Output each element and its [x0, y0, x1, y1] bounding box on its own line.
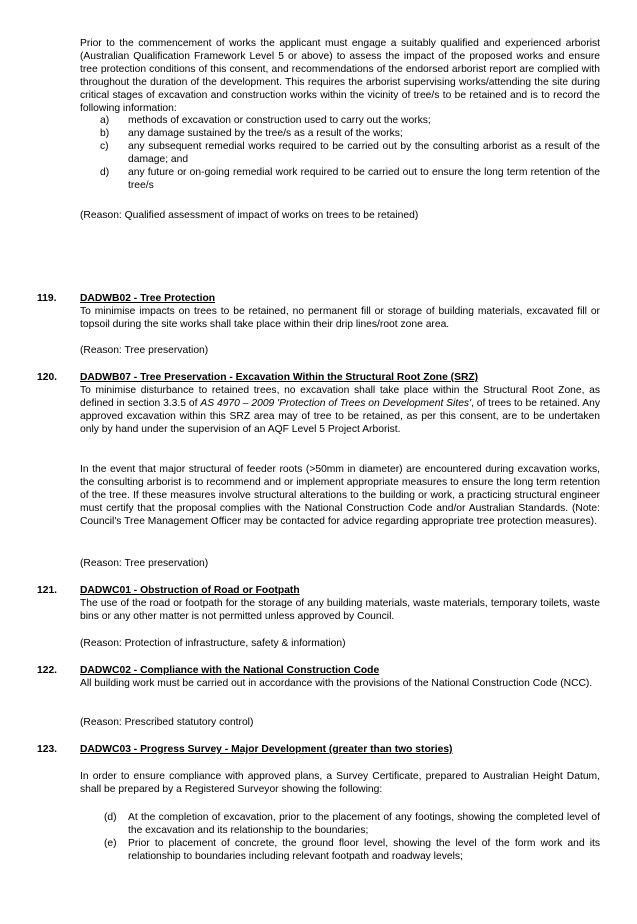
condition-reason: (Reason: Protection of infrastructure, safety & information) — [80, 638, 346, 649]
list-item: b) any damage sustained by the tree/s as a result of the works; — [100, 127, 403, 139]
list-item: a) methods of excavation or construction used to carry out the works; — [100, 115, 431, 126]
condition-body-2: In the event that major structural of feeder roots (>50mm in diameter) are encountered during excavation works, the consulting arborist is to recommend and or implement appropriate measures to ensure the long term retention of the tree. If these measures involve structural alterations to the building or work, a practicing structural engineer must certify that the proposal complies with the National Construction Code and/or Australian Standards. (Note: Council's Tree Management Officer may be contacted for advice regarding appropriate tree protection measures). — [80, 464, 600, 527]
list-item: (d) At the completion of excavation, prior to the placement of any footings, showing the completed level of the excavation and its relationship to the boundaries; — [104, 812, 600, 836]
intro-reason: (Reason: Qualified assessment of impact of works on trees to be retained) — [80, 210, 419, 221]
condition-body: To minimise impacts on trees to be retained, no permanent fill or storage of building materials, excavated fill or topsoil during the site works shall take place within their drip lines/root zone area. — [80, 306, 600, 330]
condition-heading: DADWB07 - Tree Preservation - Excavation Within the Structural Root Zone (SRZ) — [80, 372, 479, 383]
condition-heading: DADWB02 - Tree Protection — [80, 293, 216, 304]
condition-heading: DADWC03 - Progress Survey - Major Development (greater than two stories) — [80, 744, 453, 755]
list-item: (e) Prior to placement of concrete, the ground floor level, showing the level of the form work and its relationship to boundaries including relevant footpath and roadway levels; — [104, 837, 600, 862]
standard-reference: AS 4970 – 2009 'Protection of Trees on Development Sites' — [200, 397, 472, 409]
condition-heading: DADWC01 - Obstruction of Road or Footpath — [80, 585, 300, 596]
list-item: d) any future or on-going remedial work required to be carried out to ensure the long term retention of the tree/s — [100, 166, 600, 191]
condition-reason: (Reason: Tree preservation) — [80, 558, 209, 569]
intro-paragraph: Prior to the commencement of works the applicant must engage a suitably qualified and experienced arborist (Australian Qualification Framework Level 5 or above) to assess the impact of the proposed works and ensure tree protection conditions of this consent, and recommendations of the endorsed arborist report are complied with throughout the duration of the development. This requires the arborist supervising works/attending the site during critical stages of excavation and construction works within the vicinity of tree/s to be retained and is to record the following information: — [80, 38, 600, 114]
condition-number: 120. — [37, 372, 58, 383]
condition-body: The use of the road or footpath for the storage of any building materials, waste materials, temporary toilets, waste bins or any other matter is not permitted unless approved by Council. — [80, 598, 600, 622]
intro-list — [80, 115, 600, 192]
condition-reason: (Reason: Prescribed statutory control) — [80, 717, 254, 728]
condition-reason: (Reason: Tree preservation) — [80, 345, 209, 356]
condition-body: In order to ensure compliance with approved plans, a Survey Certificate, prepared to Australian Height Datum, shall be prepared by a Registered Surveyor showing the following: — [80, 771, 600, 795]
survey-list — [80, 812, 600, 864]
condition-number: 119. — [37, 293, 57, 304]
condition-number: 123. — [37, 744, 58, 755]
list-item: c) any subsequent remedial works required to be carried out by the consulting arborist as a result of the damage; and — [100, 140, 600, 165]
condition-number: 122. — [37, 665, 58, 676]
condition-heading: DADWC02 - Compliance with the National Construction Code — [80, 665, 380, 676]
condition-body: All building work must be carried out in accordance with the provisions of the National Construction Code (NCC). — [80, 678, 593, 689]
condition-body: To minimise disturbance to retained trees, no excavation shall take place within the Structural Root Zone, as defined in section 3.3.5 of AS 4970 – 2009 'Protection of Trees on Development Sites', of trees to be retained. Any approved excavation within this SRZ area may of tree to be retained, as per this consent, are to be undertaken only by hand under the supervision of an AQF Level 5 Project Arborist. — [80, 385, 600, 435]
condition-number: 121. — [37, 585, 58, 596]
